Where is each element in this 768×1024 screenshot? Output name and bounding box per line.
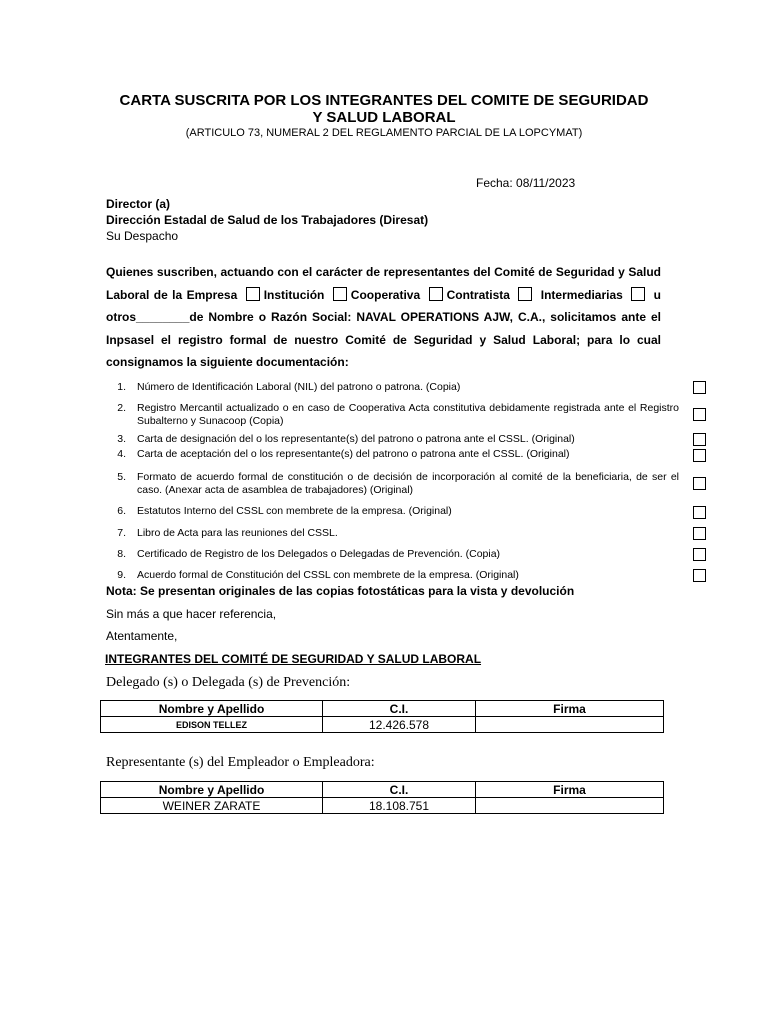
list-item: Libro de Acta para las reuniones del CSSL. — [137, 527, 338, 539]
list-item: Formato de acuerdo formal de constitución o de decisión de incorporación al comité de la beneficiaria, de ser el caso. (Anexar acta de asamblea de trabajadores) (Original) — [137, 471, 679, 496]
col-nombre-header: Nombre y Apellido — [101, 701, 323, 717]
list-item: Acuerdo formal de Constitución del CSSL con membrete de la empresa. (Original) — [137, 569, 519, 581]
list-item: Registro Mercantil actualizado o en caso de Cooperativa Acta constitutiva debidamente registrada ante el Registro Subalterno y Sunacoop (Copia) — [137, 402, 679, 427]
col-firma-header: Firma — [476, 701, 664, 717]
list-item: Carta de designación del o los representante(s) del patrono o patrona ante el CSSL. (Original) — [137, 433, 575, 445]
col-nombre-header: Nombre y Apellido — [101, 782, 323, 798]
list-item-number: 6. — [117, 505, 126, 517]
atentamente-line: Atentamente, — [106, 629, 178, 643]
contratista-checkbox[interactable] — [429, 287, 443, 301]
list-item-number: 4. — [117, 448, 126, 460]
intermediarias-checkbox[interactable] — [631, 287, 645, 301]
item-2-checkbox[interactable] — [693, 408, 706, 421]
cooperativa-checkbox[interactable] — [333, 287, 347, 301]
col-ci-header: C.I. — [323, 782, 476, 798]
nombre-cell: EDISON TELLEZ — [101, 717, 323, 733]
intermediarias-label: Intermediarias — [540, 287, 623, 302]
delegados-table — [100, 700, 664, 733]
delegados-heading: Delegado (s) o Delegada (s) de Prevención: — [106, 675, 351, 690]
nombre-cell: WEINER ZARATE — [101, 798, 323, 814]
list-item: Carta de aceptación del o los representante(s) del patrono o patrona ante el CSSL. (Original) — [137, 448, 570, 460]
recipient-despacho: Su Despacho — [106, 229, 179, 243]
ci-cell: 12.426.578 — [323, 717, 476, 733]
item-5-checkbox[interactable] — [693, 477, 706, 490]
otros-text: u otros________de Nombre o Razón Social: NAVAL OPERATIONS AJW, C.A., solicitamos ante el Inpsasel el registro formal de nuestro Comité de Seguridad y Salud Laboral; para lo cual consignamos la siguiente documentación: — [106, 287, 661, 369]
item-7-checkbox[interactable] — [693, 527, 706, 540]
intro-paragraph — [106, 261, 661, 374]
institucion-label: Institución — [263, 287, 325, 302]
firma-cell[interactable] — [476, 798, 664, 814]
recipient-office: Dirección Estadal de Salud de los Trabajadores (Diresat) — [106, 213, 429, 227]
document-title-line2: Y SALUD LABORAL — [312, 109, 456, 126]
nota-text: Nota: Se presentan originales de las copias fotostáticas para la vista y devolución — [106, 584, 575, 598]
list-item-number: 1. — [117, 381, 126, 393]
col-ci-header: C.I. — [323, 701, 476, 717]
table-row — [101, 717, 664, 733]
contratista-label: Contratista — [446, 287, 510, 302]
fecha-label: Fecha: 08/11/2023 — [476, 176, 576, 190]
ci-cell: 18.108.751 — [323, 798, 476, 814]
institucion-checkbox[interactable] — [246, 287, 260, 301]
col-firma-header: Firma — [476, 782, 664, 798]
document-title-line1: CARTA SUSCRITA POR LOS INTEGRANTES DEL COMITE DE SEGURIDAD — [119, 92, 649, 109]
contratista-end-checkbox[interactable] — [518, 287, 532, 301]
document-subtitle: (ARTICULO 73, NUMERAL 2 DEL REGLAMENTO PARCIAL DE LA LOPCYMAT) — [185, 127, 583, 139]
list-item-number: 7. — [117, 527, 126, 539]
intro-text: Quienes suscriben, actuando con el carácter de representantes del Comité de Seguridad y Salud Laboral de la Empresa — [106, 265, 661, 302]
empleador-heading: Representante (s) del Empleador o Empleadora: — [106, 755, 375, 770]
list-item: Estatutos Interno del CSSL con membrete de la empresa. (Original) — [137, 505, 452, 517]
item-3-checkbox[interactable] — [693, 433, 706, 446]
list-item: Número de Identificación Laboral (NIL) del patrono o patrona. (Copia) — [137, 381, 461, 393]
table-row — [101, 798, 664, 814]
list-item-number: 2. — [117, 402, 126, 414]
list-item-number: 8. — [117, 548, 126, 560]
item-8-checkbox[interactable] — [693, 548, 706, 561]
recipient-title: Director (a) — [106, 197, 171, 211]
integrantes-heading: INTEGRANTES DEL COMITÉ DE SEGURIDAD Y SALUD LABORAL — [105, 652, 482, 666]
item-1-checkbox[interactable] — [693, 381, 706, 394]
closing-line: Sin más a que hacer referencia, — [106, 607, 277, 621]
item-9-checkbox[interactable] — [693, 569, 706, 582]
list-item-number: 9. — [117, 569, 126, 581]
cooperativa-label: Cooperativa — [350, 287, 421, 302]
firma-cell[interactable] — [476, 717, 664, 733]
list-item: Certificado de Registro de los Delegados o Delegadas de Prevención. (Copia) — [137, 548, 501, 560]
list-item-number: 5. — [117, 471, 126, 483]
list-item-number: 3. — [117, 433, 126, 445]
item-4-checkbox[interactable] — [693, 449, 706, 462]
empleador-table — [100, 781, 664, 814]
item-6-checkbox[interactable] — [693, 506, 706, 519]
